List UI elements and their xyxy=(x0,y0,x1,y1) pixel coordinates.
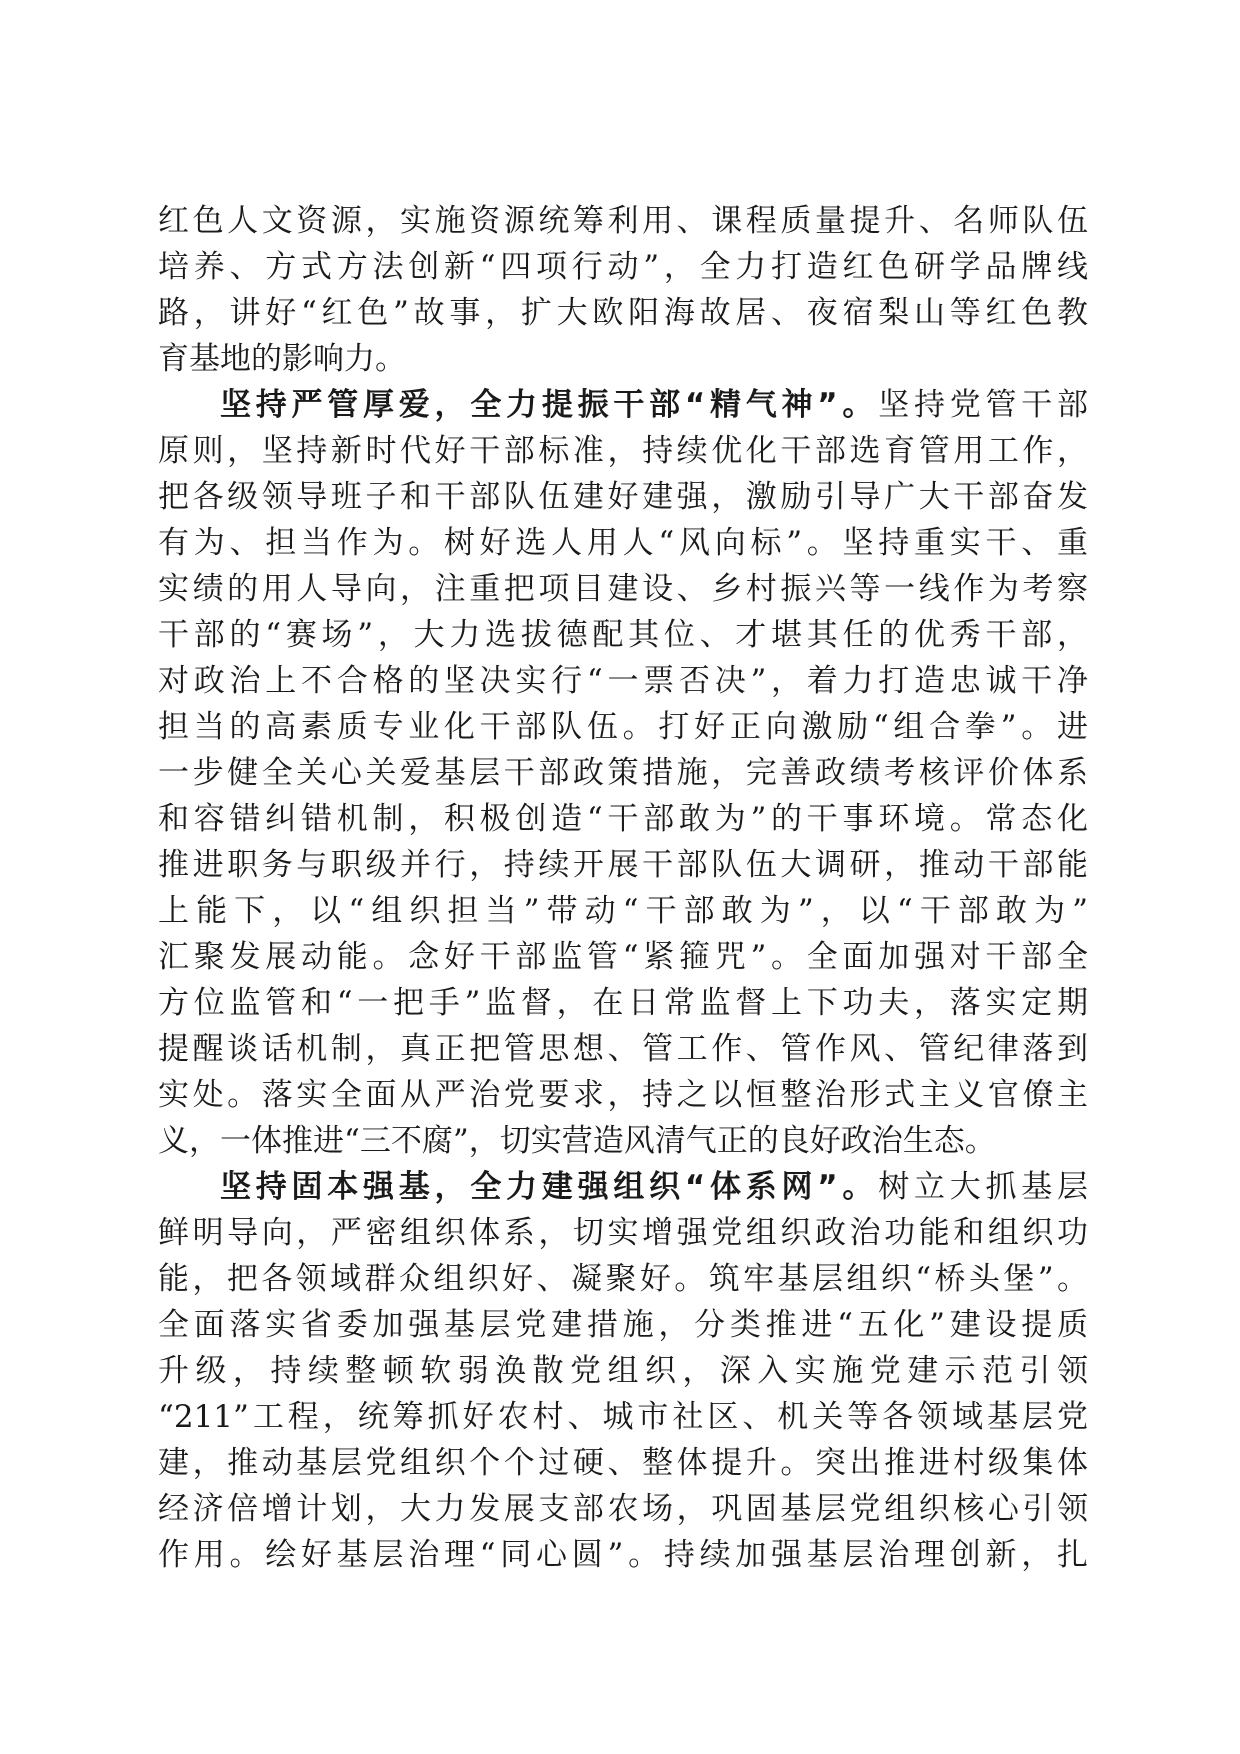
text-line: 干部的“赛场”，大力选拔德配其位、才堪其任的优秀干部， xyxy=(158,617,1088,653)
text-line: 提醒谈话机制，真正把管思想、管工作、管作风、管纪律落到 xyxy=(158,1031,1088,1067)
text-line: 路，讲好“红色”故事，扩大欧阳海故居、夜宿梨山等红色教 xyxy=(158,295,1088,331)
text-line: 育基地的影响力。 xyxy=(158,341,406,377)
text-line: 义，一体推进“三不腐”，切实营造风清气正的良好政治生态。 xyxy=(158,1123,996,1159)
paragraph-1 xyxy=(158,198,1088,382)
text-line: “211”工程，统筹抓好农村、城市社区、机关等各领域基层党 xyxy=(158,1399,1088,1435)
paragraph-3 xyxy=(158,1164,1088,1578)
paragraph-first-line xyxy=(158,1164,1088,1210)
text-line: 实处。落实全面从严治党要求，持之以恒整治形式主义官僚主 xyxy=(158,1077,1088,1113)
text-line: 一步健全关心关爱基层干部政策措施，完善政绩考核评价体系 xyxy=(158,755,1088,791)
paragraph-heading: 坚持固本强基，全力建强组织“体系网”。 xyxy=(220,1169,879,1205)
text-line: 上能下，以“组织担当”带动“干部敢为”，以“干部敢为” xyxy=(158,893,1088,929)
text-line: 经济倍增计划，大力发展支部农场，巩固基层党组织核心引领 xyxy=(158,1491,1088,1527)
paragraph-2 xyxy=(158,382,1088,1164)
heading-continuation: 树立大抓基层 xyxy=(878,1169,1089,1205)
text-line: 原则，坚持新时代好干部标准，持续优化干部选育管用工作， xyxy=(158,433,1088,469)
text-line: 有为、担当作为。树好选人用人“风向标”。坚持重实干、重 xyxy=(158,525,1088,561)
text-line: 全面落实省委加强基层党建措施，分类推进“五化”建设提质 xyxy=(158,1307,1088,1343)
text-line: 升级，持续整顿软弱涣散党组织，深入实施党建示范引领 xyxy=(158,1353,1088,1389)
paragraph-heading: 坚持严管厚爱，全力提振干部“精气神”。 xyxy=(220,387,879,423)
heading-continuation: 坚持党管干部 xyxy=(878,387,1089,423)
document-page xyxy=(158,198,1088,1578)
text-line: 和容错纠错机制，积极创造“干部敢为”的干事环境。常态化 xyxy=(158,801,1088,837)
text-line: 鲜明导向，严密组织体系，切实增强党组织政治功能和组织功 xyxy=(158,1215,1088,1251)
text-line: 汇聚发展动能。念好干部监管“紧箍咒”。全面加强对干部全 xyxy=(158,939,1088,975)
text-line: 对政治上不合格的坚决实行“一票否决”，着力打造忠诚干净 xyxy=(158,663,1088,699)
text-line: 担当的高素质专业化干部队伍。打好正向激励“组合拳”。进 xyxy=(158,709,1088,745)
text-line: 建，推动基层党组织个个过硬、整体提升。突出推进村级集体 xyxy=(158,1445,1088,1481)
text-line: 方位监管和“一把手”监督，在日常监督上下功夫，落实定期 xyxy=(158,985,1088,1021)
text-line: 推进职务与职级并行，持续开展干部队伍大调研，推动干部能 xyxy=(158,847,1088,883)
paragraph-first-line xyxy=(158,382,1088,428)
text-line: 能，把各领域群众组织好、凝聚好。筑牢基层组织“桥头堡”。 xyxy=(158,1261,1088,1297)
text-line: 培养、方式方法创新“四项行动”，全力打造红色研学品牌线 xyxy=(158,249,1088,285)
text-line: 把各级领导班子和干部队伍建好建强，激励引导广大干部奋发 xyxy=(158,479,1088,515)
text-line: 红色人文资源，实施资源统筹利用、课程质量提升、名师队伍 xyxy=(158,203,1088,239)
text-line: 实绩的用人导向，注重把项目建设、乡村振兴等一线作为考察 xyxy=(158,571,1088,607)
text-line: 作用。绘好基层治理“同心圆”。持续加强基层治理创新，扎 xyxy=(158,1537,1088,1573)
